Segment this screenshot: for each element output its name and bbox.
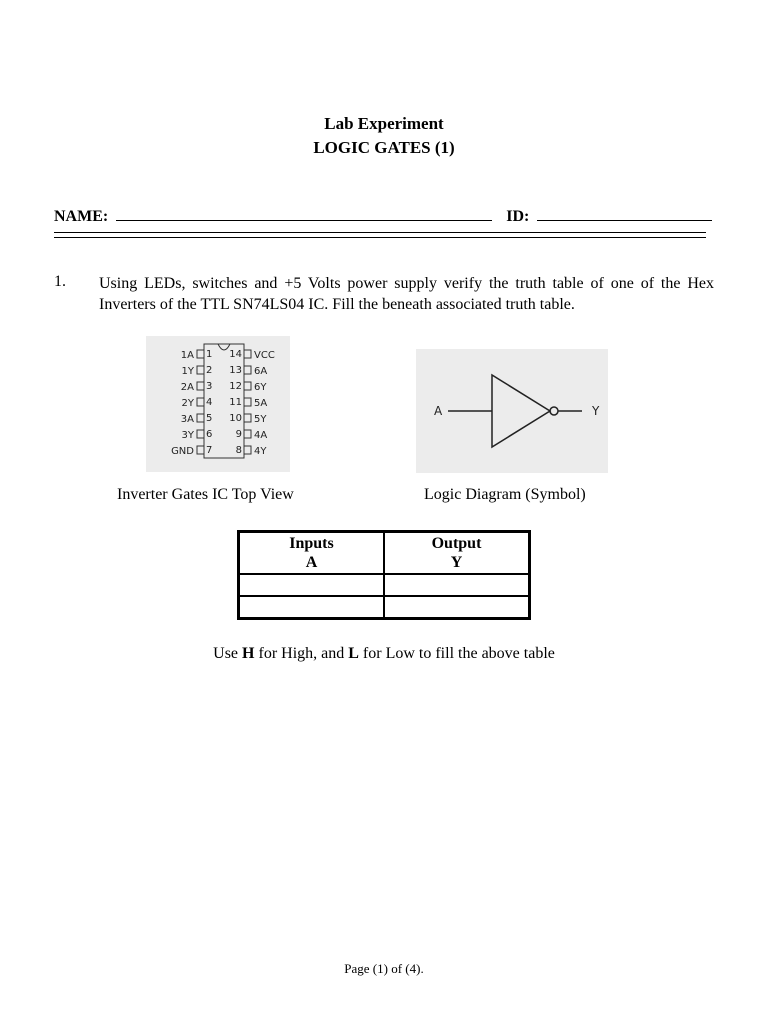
- pin-number: 13: [229, 365, 242, 376]
- table-row: [239, 574, 530, 596]
- output-label: Y: [592, 404, 600, 418]
- id-field[interactable]: [537, 207, 712, 221]
- pin-box: [244, 366, 251, 374]
- symbol-caption: Logic Diagram (Symbol): [424, 486, 586, 503]
- header-inputs: [239, 532, 385, 575]
- pin-label: GND: [171, 446, 194, 457]
- table-row: [239, 596, 530, 619]
- instruction-mid: for High, and: [254, 645, 349, 662]
- pin-label: 5A: [254, 398, 268, 409]
- header-output-line1: Output: [431, 535, 482, 552]
- pin-label: 3A: [180, 414, 194, 425]
- pin-number: 9: [235, 429, 242, 440]
- table-cell-output[interactable]: [384, 596, 530, 619]
- pin-label: 2A: [180, 382, 194, 393]
- pin-box: [244, 430, 251, 438]
- pin-number: 5: [206, 413, 213, 424]
- pin-number: 8: [235, 445, 242, 456]
- instruction-text: [0, 645, 768, 663]
- inverter-symbol-image: [416, 349, 608, 473]
- name-field[interactable]: [116, 207, 492, 221]
- table-cell-input[interactable]: [239, 574, 385, 596]
- pin-number: 14: [229, 349, 242, 360]
- ic-pinout-image: [146, 336, 290, 472]
- pin-number: 7: [206, 445, 213, 456]
- pin-number: 2: [206, 365, 213, 376]
- pin-label: 6Y: [254, 382, 267, 393]
- pin-label: 5Y: [254, 414, 267, 425]
- pin-number: 11: [229, 397, 242, 408]
- pin-label: 3Y: [181, 430, 194, 441]
- input-label: A: [434, 404, 443, 418]
- table-cell-output[interactable]: [384, 574, 530, 596]
- pin-label: VCC: [254, 350, 275, 361]
- table-cell-input[interactable]: [239, 596, 385, 619]
- pin-label: 4A: [254, 430, 268, 441]
- page-subtitle: LOGIC GATES (1): [313, 138, 455, 157]
- pin-number: 6: [206, 429, 213, 440]
- right-pins: [229, 349, 275, 457]
- left-pins: [171, 349, 212, 457]
- name-label: NAME:: [54, 208, 109, 225]
- ic-pinout-svg: [146, 336, 290, 472]
- name-id-line: [54, 207, 714, 226]
- pin-box: [197, 446, 204, 454]
- pin-label: 1Y: [181, 366, 194, 377]
- pin-number: 10: [229, 413, 242, 424]
- pin-box: [244, 382, 251, 390]
- buffer-triangle: [492, 375, 550, 447]
- question-number: 1.: [54, 273, 66, 290]
- header-inputs-line2: A: [305, 554, 318, 571]
- separator-double-line: [54, 232, 706, 238]
- pin-box: [197, 366, 204, 374]
- inverter-symbol-svg: [416, 349, 608, 473]
- pin-label: 6A: [254, 366, 268, 377]
- header-output: [384, 532, 530, 575]
- instruction-prefix: Use: [213, 645, 243, 662]
- pin-box: [197, 414, 204, 422]
- pin-label: 1A: [180, 350, 194, 361]
- pin-box: [244, 446, 251, 454]
- question-text: Using LEDs, switches and +5 Volts power supply verify the truth table of one of the Hex Inverters of the TTL SN74LS04 IC. Fill the beneath associated truth table.: [99, 275, 714, 313]
- pin-box: [244, 350, 251, 358]
- pin-box: [244, 398, 251, 406]
- truth-table: [237, 530, 531, 620]
- instruction-h: H: [242, 645, 255, 662]
- pin-label: 4Y: [254, 446, 267, 457]
- pin-box: [197, 430, 204, 438]
- pin-label: 2Y: [181, 398, 194, 409]
- pin-box: [244, 414, 251, 422]
- pin-box: [197, 382, 204, 390]
- pin-box: [197, 398, 204, 406]
- pin-number: 1: [206, 349, 213, 360]
- header-inputs-line1: Inputs: [289, 535, 334, 552]
- instruction-l: L: [348, 645, 359, 662]
- header-output-line2: Y: [450, 554, 463, 571]
- pin-box: [197, 350, 204, 358]
- page-title: Lab Experiment: [324, 114, 444, 133]
- page-footer: Page (1) of (4).: [344, 961, 424, 976]
- ic-notch: [218, 344, 230, 350]
- ic-caption: Inverter Gates IC Top View: [117, 486, 294, 503]
- instruction-suffix: for Low to fill the above table: [358, 645, 555, 662]
- pin-number: 3: [206, 381, 213, 392]
- truth-table-header: [239, 532, 530, 575]
- pin-number: 12: [229, 381, 242, 392]
- id-label: ID:: [506, 208, 530, 225]
- pin-number: 4: [206, 397, 213, 408]
